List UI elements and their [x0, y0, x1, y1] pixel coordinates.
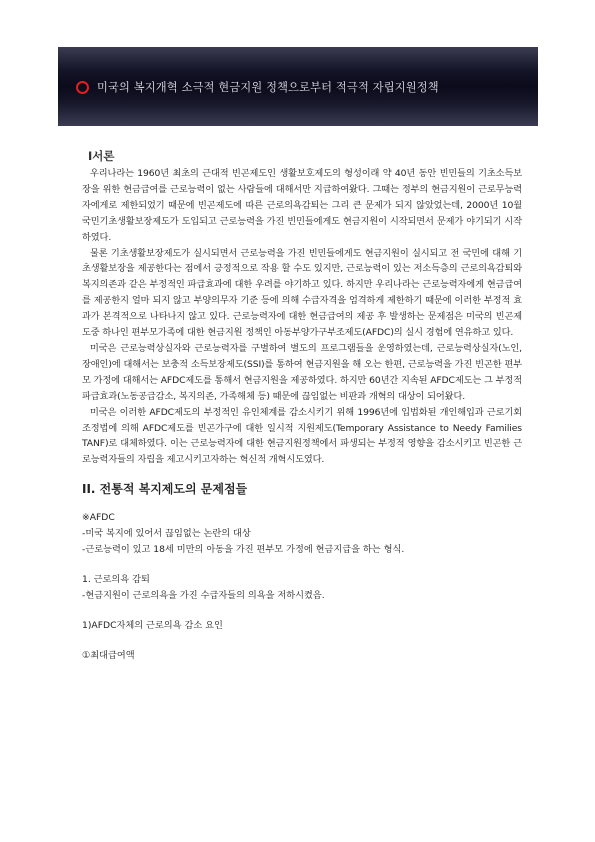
section-heading-introduction: Ⅰ서론 [88, 149, 115, 163]
intro-paragraph-2: 물론 기초생활보장제도가 실시되면서 근로능력을 가진 빈민들에게도 현금지원이 실시되고 전 국민에 대해 기초생활보장을 제공한다는 점에서 긍정적으로 작용 할 수도 있지만, 근로능력이 있는 저소득층의 근로의욕감퇴와 복지의존과 같은 부정적인 파급효과에 대한 우려를 야기하고 있다. 하지만 우리나라는 근로능력자에게 현금급여를 제공한지 얼마 되지 않고 부양의무자 기준 등에 의해 수급자격을 엄격하게 제한하기 때문에 이러한 부정적 효과가 본격적으로 나타나지 않고 있다. 근로능력자에 대한 현금급여의 제공 후 발생하는 문제점은 미국의 빈곤제도중 하나인 편부모가족에 대한 현금지원 정책인 아동부양가구부조제도(AFDC)의 실시 경험에 연유하고 있다. [82, 247, 523, 339]
document-body [82, 148, 522, 664]
subsection-work-incentive-line: -현금지원이 근로의욕을 가진 수급자들의 의욕을 저하시켰음. [82, 589, 325, 601]
intro-paragraph-1: 우리나라는 1960년 최초의 근대적 빈곤제도인 생활보호제도의 형성이래 약 40년 동안 빈민들의 기초소득보장을 위한 현금급여를 근로능력이 없는 사람들에 대해서만 지급하여왔다. 그때는 정부의 현금지원이 근로무능력자에게로 제한되었기 때문에 빈곤제도에 따른 근로의욕감퇴는 그리 큰 문제가 되지 않았었는데, 2000년 10월 국민기초생활보장제도가 도입되고 근로능력을 가진 빈민들에게도 현금지원이 시작되면서 문제가 야기되기 시작하였다. [82, 168, 523, 243]
document-title: 미국의 복지개혁 소극적 현금지원 정책으로부터 적극적 자립지원정책 [97, 81, 439, 94]
subsection-work-incentive: 1. 근로의욕 감퇴 [82, 573, 150, 585]
banner-title-row [76, 79, 532, 95]
intro-paragraph-3: 미국은 근로능력상실자와 근로능력자를 구별하여 별도의 프로그램들을 운영하였는데, 근로능력상실자(노인, 장애인)에 대해서는 보충적 소득보장제도(SSI)를 통하여 현금지원을 해 오는 한편, 근로능력을 가진 빈곤한 편부모 가정에 대해서는 AFDC제도를 통해서 현금지원을 제공하였다. 하지만 60년간 지속된 AFDC제도는 그 부정적 파급효과(노동공급감소, 복지의존, 가족해체 등) 때문에 끊임없는 비판과 개혁의 대상이 되어왔다. [82, 342, 522, 402]
afdc-note-line-2: -근로능력이 있고 18세 미만의 아동을 가진 편부모 가정에 현금지급을 하는 형식. [82, 544, 405, 556]
subsection-afdc-factors: 1)AFDC자체의 근로의욕 감소 요인 [82, 619, 223, 631]
subsection-max-benefit: ①최대급여액 [82, 649, 135, 661]
section-heading-problems: II. 전통적 복지제도의 문제점들 [82, 482, 248, 497]
afdc-note-title: ※AFDC [82, 512, 115, 524]
title-banner [58, 47, 538, 126]
circle-bullet-icon [76, 81, 89, 94]
intro-paragraph-4: 미국은 이러한 AFDC제도의 부정적인 유인체계를 감소시키기 위해 1996년에 입법화된 개인해입과 근로기회 조정법에 의해 AFDC제도를 빈곤가구에 대한 일시적 지원제도(Temporary Assistance to Needy Families TANF)로 대체하였다. 이는 근로능력자에 대한 현금지원정책에서 파생되는 부정적 영향을 감소시키고 빈곤한 근로능력자들의 자립을 제고시키고자하는 혁신적 개혁시도였다. [82, 406, 522, 466]
afdc-note-line-1: -미국 복지에 있어서 끊임없는 논란의 대상 [82, 528, 251, 540]
